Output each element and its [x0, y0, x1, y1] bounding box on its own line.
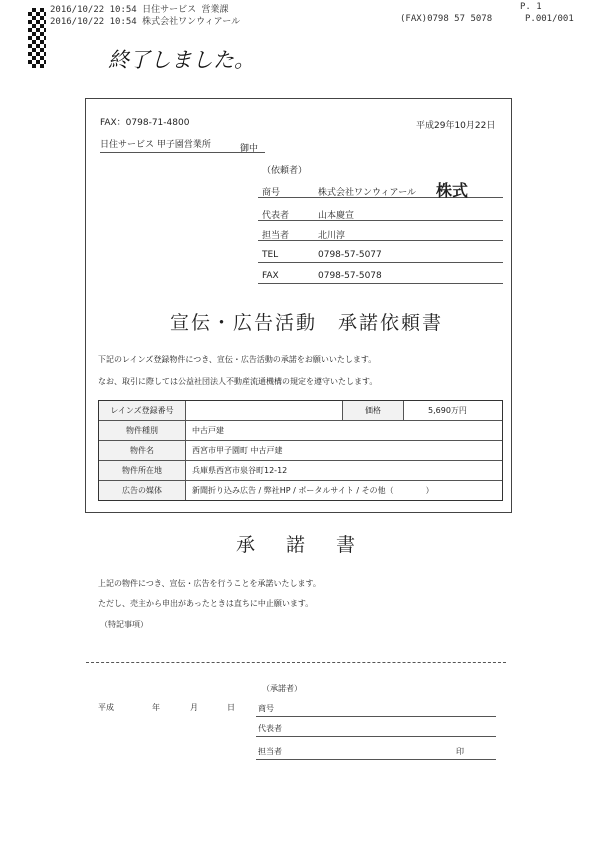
requester-value-fax: 0798-57-5078: [318, 271, 382, 281]
fax-header-line1: 2016/10/22 10:54 日住サービス 営業課: [50, 5, 229, 15]
consent-line-2: ただし、売主から申出があったときは直ちに中止願います。: [98, 599, 314, 608]
consent-line-1: 上記の物件につき、宣伝・広告を行うことを承諾いたします。: [98, 579, 321, 588]
date-day: 日: [227, 703, 235, 712]
requester-underline: [258, 283, 503, 284]
requester-value-company: 株式会社ワンウィアール: [318, 188, 417, 198]
property-address-value: 兵庫県西宮市泉谷町12-12: [192, 466, 288, 475]
property-table: [98, 400, 503, 501]
approver-label-staff: 担当者: [258, 747, 282, 756]
requester-value-staff: 北川淳: [318, 231, 346, 241]
date-era: 平成: [98, 703, 114, 712]
document-title: 宣伝・広告活動 承諾依頼書: [170, 312, 444, 334]
date-year: 年: [152, 703, 160, 712]
requester-label-representative: 代表者: [262, 211, 290, 221]
requester-value-representative: 山本慶宣: [318, 211, 355, 221]
fax-header-line2: 2016/10/22 10:54 株式会社ワンウィアール: [50, 17, 241, 27]
requester-label-company: 商号: [262, 188, 281, 198]
requester-heading: （依頼者）: [262, 166, 308, 176]
requester-label-tel: TEL: [262, 250, 279, 260]
property-address-label: 物件所在地: [99, 461, 186, 480]
company-seal: 株式: [436, 181, 469, 200]
fax-header-number: (FAX)0798 57 5078: [400, 14, 493, 24]
intro-line-1: 下記のレインズ登録物件につき、宣伝・広告活動の承諾をお願いいたします。: [98, 355, 377, 364]
notes-label: （特記事項）: [100, 620, 148, 629]
reins-number-value: [186, 401, 343, 420]
table-row: [99, 481, 502, 500]
handwritten-note: 終了しました。: [108, 48, 255, 72]
consent-title: 承 諾 書: [236, 534, 362, 556]
reins-number-label: レインズ登録番号: [99, 401, 186, 420]
intro-line-2: なお、取引に際しては公益社団法人不動産流通機構の規定を遵守いたします。: [98, 377, 378, 386]
fax-header-page-1: P. 1: [520, 2, 542, 12]
ad-media-label: 広告の媒体: [99, 481, 186, 500]
requester-label-fax: FAX: [262, 271, 279, 281]
property-name-label: 物件名: [99, 441, 186, 460]
form-date: 平成29年10月22日: [416, 121, 496, 131]
price-label: 価格: [343, 401, 404, 420]
requester-label-staff: 担当者: [262, 231, 290, 241]
approver-label-company: 商号: [258, 704, 274, 713]
fax-corner-pattern: [28, 8, 46, 68]
property-type-value: 中古戸建: [192, 426, 224, 435]
table-row: [99, 421, 502, 441]
fax-to: FAX：0798-71-4800: [100, 118, 190, 128]
requester-underline: [258, 262, 503, 263]
requester-underline: [258, 220, 503, 221]
ad-media-value: 新聞折り込み広告 / 弊社HP / ポータルサイト / その他（ ）: [192, 486, 434, 495]
recipient: 日住サービス 甲子園営業所: [100, 140, 211, 150]
recipient-underline: [100, 152, 265, 153]
requester-value-tel: 0798-57-5077: [318, 250, 382, 260]
table-row: [99, 401, 502, 421]
approver-label-representative: 代表者: [258, 724, 282, 733]
section-divider: [86, 662, 506, 663]
fax-header-page-2: P.001/001: [525, 14, 574, 24]
property-type-label: 物件種別: [99, 421, 186, 440]
requester-underline: [258, 240, 503, 241]
recipient-suffix: 御中: [240, 144, 259, 154]
date-month: 月: [190, 703, 198, 712]
approver-representative-line[interactable]: [256, 736, 496, 737]
approver-heading: （承諾者）: [262, 684, 302, 693]
seal-mark: 印: [456, 747, 464, 756]
approver-staff-line[interactable]: [256, 759, 496, 760]
table-row: [99, 461, 502, 481]
price-value: 5,690万円: [428, 406, 467, 415]
property-name-value: 西宮市甲子園町 中古戸建: [192, 446, 283, 455]
table-row: [99, 441, 502, 461]
approver-company-line[interactable]: [256, 716, 496, 717]
